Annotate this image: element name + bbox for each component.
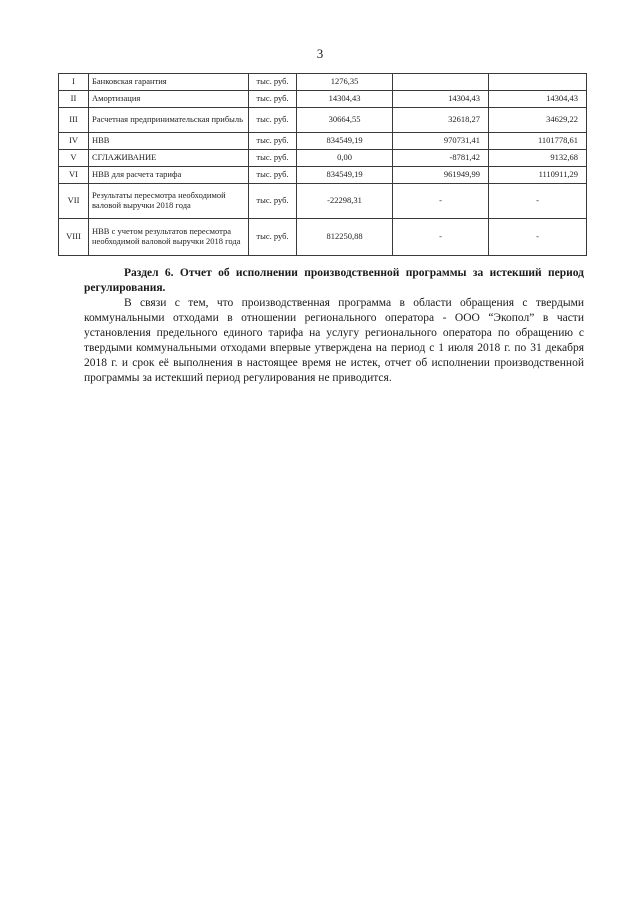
table-row: [59, 184, 587, 219]
table-row: [59, 150, 587, 167]
row-value-3: -: [489, 184, 587, 219]
row-value-2: -: [393, 184, 489, 219]
row-name: Результаты пересмотра необходимой валовой выручки 2018 года: [89, 184, 249, 219]
row-unit: тыс. руб.: [249, 91, 297, 108]
row-value-1: 834549,19: [297, 167, 393, 184]
row-value-3: 1110911,29: [489, 167, 587, 184]
row-value-2: -8781,42: [393, 150, 489, 167]
row-value-1: 834549,19: [297, 133, 393, 150]
row-value-2: [393, 74, 489, 91]
section-6: [84, 266, 584, 386]
row-number: II: [59, 91, 89, 108]
row-value-2: 14304,43: [393, 91, 489, 108]
row-value-1: 0,00: [297, 150, 393, 167]
row-name: НВВ: [89, 133, 249, 150]
row-value-1: 14304,43: [297, 91, 393, 108]
row-number: VIII: [59, 219, 89, 256]
row-number: IV: [59, 133, 89, 150]
row-unit: тыс. руб.: [249, 108, 297, 133]
row-value-1: 812250,88: [297, 219, 393, 256]
table-row: [59, 91, 587, 108]
table-row: [59, 167, 587, 184]
row-unit: тыс. руб.: [249, 74, 297, 91]
row-unit: тыс. руб.: [249, 150, 297, 167]
row-unit: тыс. руб.: [249, 184, 297, 219]
row-value-3: 34629,22: [489, 108, 587, 133]
row-unit: тыс. руб.: [249, 219, 297, 256]
row-name: Амортизация: [89, 91, 249, 108]
table-row: [59, 108, 587, 133]
tariff-table: [58, 73, 587, 256]
row-value-1: 30664,55: [297, 108, 393, 133]
row-value-1: -22298,31: [297, 184, 393, 219]
row-name: НВВ для расчета тарифа: [89, 167, 249, 184]
row-name: Банковская гарантия: [89, 74, 249, 91]
table-row: [59, 219, 587, 256]
row-name: Расчетная предпринимательская прибыль: [89, 108, 249, 133]
row-value-2: 32618,27: [393, 108, 489, 133]
row-unit: тыс. руб.: [249, 167, 297, 184]
row-number: VII: [59, 184, 89, 219]
row-value-1: 1276,35: [297, 74, 393, 91]
row-value-2: 961949,99: [393, 167, 489, 184]
row-value-3: 9132,68: [489, 150, 587, 167]
row-unit: тыс. руб.: [249, 133, 297, 150]
table-row: [59, 74, 587, 91]
row-number: III: [59, 108, 89, 133]
section-body: В связи с тем, что производственная программа в области обращения с твердыми коммунальными отходами в отношении регионального оператора - ООО “Экопол” в части установления предельного единого тарифа на услугу регионального оператора по обращению с твердыми коммунальными отходами впервые утверждена на период с 1 июля 2018 г. по 31 декабря 2018 г. и срок её выполнения в настоящее время не истек, отчет об исполнении производственной программы за истекший период регулирования не приводится.: [84, 297, 584, 384]
row-value-3: [489, 74, 587, 91]
row-number: V: [59, 150, 89, 167]
row-name: СГЛАЖИВАНИЕ: [89, 150, 249, 167]
row-number: VI: [59, 167, 89, 184]
page-number: 3: [316, 46, 324, 61]
row-value-2: -: [393, 219, 489, 256]
row-value-3: 1101778,61: [489, 133, 587, 150]
row-value-2: 970731,41: [393, 133, 489, 150]
row-number: I: [59, 74, 89, 91]
row-name: НВВ с учетом результатов пересмотра необходимой валовой выручки 2018 года: [89, 219, 249, 256]
row-value-3: -: [489, 219, 587, 256]
table-row: [59, 133, 587, 150]
section-heading: Раздел 6. Отчет об исполнении производственной программы за истекший период регулирования.: [84, 267, 584, 294]
row-value-3: 14304,43: [489, 91, 587, 108]
